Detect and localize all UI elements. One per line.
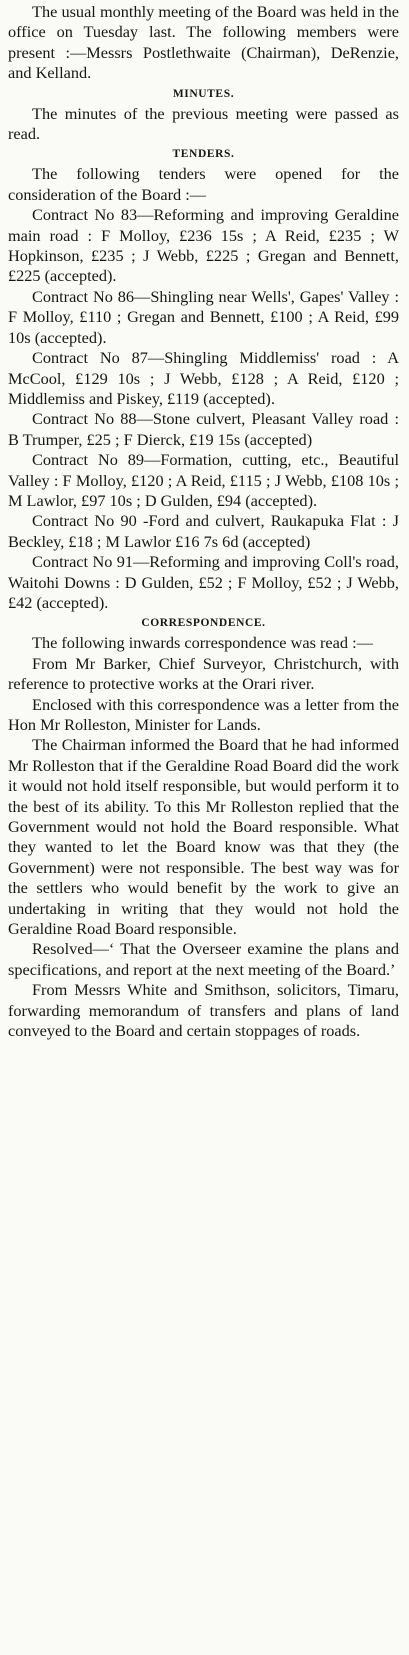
correspondence-resolution: Resolved—‘ That the Overseer examine the plans and specifications, and report at the next meeting of the Board.’ xyxy=(8,939,399,979)
tender-contract-83: Contract No 83—Reforming and improving Geraldine main road : F Molloy, £236 15s ; A Reid, £235 ; W Hopkinson, £235 ; J Webb, £225 ; Gregan and Bennett, £225 (accepted). xyxy=(8,205,399,286)
tender-contract-89: Contract No 89—Formation, cutting, etc., Beautiful Valley : F Molloy, £120 ; A Reid, £115 ; J Webb, £108 10s ; M Lawlor, £97 10s ; D Gulden, £94 (accepted). xyxy=(8,450,399,510)
tender-contract-88: Contract No 88—Stone culvert, Pleasant Valley road : B Trumper, £25 ; F Dierck, £19 15s (accepted) xyxy=(8,409,399,449)
tenders-heading: TENDERS. xyxy=(172,148,235,161)
tender-contract-91: Contract No 91—Reforming and improving Coll's road, Waitohi Downs : D Gulden, £52 ; F Molloy, £52 ; J Webb, £42 (accepted). xyxy=(8,552,399,612)
tender-contract-90: Contract No 90 -Ford and culvert, Raukapuka Flat : J Beckley, £18 ; M Lawlor £16 7s 6d (accepted) xyxy=(8,511,399,551)
tender-contract-87: Contract No 87—Shingling Middlemiss' road : A McCool, £129 10s ; J Webb, £128 ; A Reid, £120 ; Middlemiss and Piskey, £119 (accepted). xyxy=(8,348,399,408)
correspondence-barker: From Mr Barker, Chief Surveyor, Christchurch, with reference to protective works at the Orari river. xyxy=(8,653,399,694)
correspondence-solicitors: From Messrs White and Smithson, solicitors, Timaru, forwarding memorandum of transfers and plans of land conveyed to the Board and certain stoppages of roads. xyxy=(8,980,399,1041)
correspondence-chairman: The Chairman informed the Board that he had informed Mr Rolleston that if the Geraldine Road Board did the work it would not hold itself responsible, but would perform it to the best of its ability. To this Mr Rolleston replied that the Government would not hold the Board responsible. What they wanted to let the Board know was that they (the Government) were not responsible. The best way was for the settlers who would benefit by the work to give an undertaking in writing that they would not hold the Geraldine Road Board responsible. xyxy=(8,735,399,939)
intro-paragraph: The usual monthly meeting of the Board was held in the office on Tuesday last. The following members were present :—Messrs Postlethwaite (Chairman), DeRenzie, and Kelland. xyxy=(8,2,399,83)
tenders-intro: The following tenders were opened for the consideration of the Board :— xyxy=(8,164,399,204)
tender-contract-86: Contract No 86—Shingling near Wells', Gapes' Valley : F Molloy, £110 ; Gregan and Bennett, £100 ; A Reid, £99 10s (accepted). xyxy=(8,286,399,347)
minutes-paragraph: The minutes of the previous meeting were passed as read. xyxy=(8,103,399,144)
correspondence-intro: The following inwards correspondence was read :— xyxy=(32,633,373,653)
correspondence-enclosure: Enclosed with this correspondence was a letter from the Hon Mr Rolleston, Minister for Lands. xyxy=(8,694,399,734)
correspondence-heading: CORRESPONDENCE. xyxy=(141,617,266,630)
minutes-heading: MINUTES. xyxy=(172,87,235,100)
